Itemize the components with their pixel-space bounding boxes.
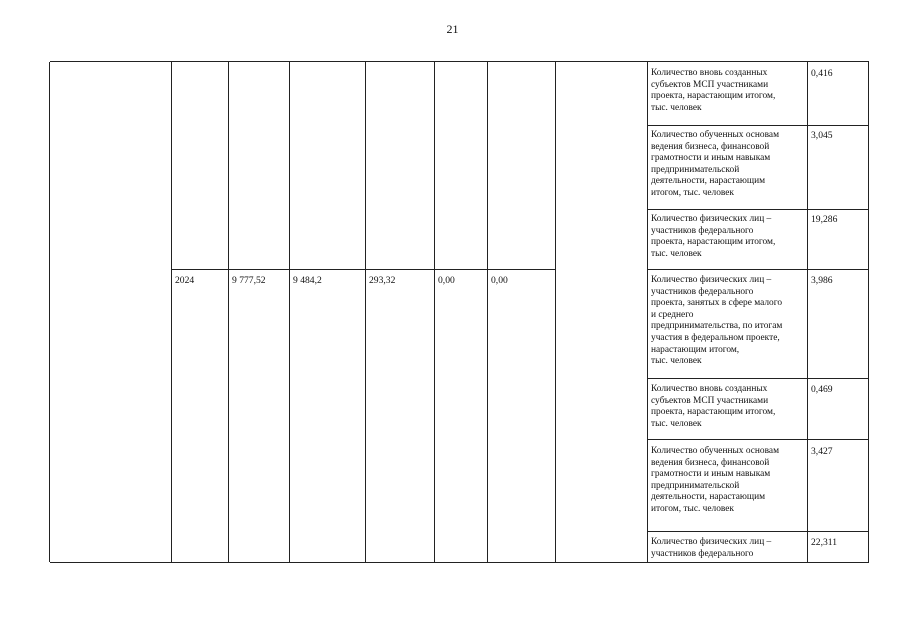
indicator-value: 3,045 [811, 130, 833, 141]
indicator-value: 3,427 [811, 446, 833, 457]
indicator-value: 22,311 [811, 537, 838, 548]
indicator-label: Количество физических лиц – участников федерального проекта, нарастающим итогом, тыс. человек [651, 214, 776, 259]
table-border-right [868, 62, 869, 562]
column-divider [289, 62, 290, 562]
row-divider [647, 269, 869, 270]
amount-cell: 0,00 [438, 275, 455, 286]
year-cell: 2024 [175, 275, 195, 286]
column-divider [434, 62, 435, 562]
row-divider [647, 531, 869, 532]
indicator-label: Количество вновь созданных субъектов МСП участниками проекта, нарастающим итогом, тыс. человек [651, 384, 776, 429]
row-divider [647, 439, 869, 440]
indicator-value: 0,469 [811, 384, 833, 395]
year-row-divider [171, 269, 555, 270]
indicator-label: Количество обученных основам ведения бизнеса, финансовой грамотности и иным навыкам предпринимательской деятельности, нарастающим итогом, тыс. человек [651, 130, 780, 198]
indicator-value: 3,986 [811, 275, 833, 286]
indicator-value: 0,416 [811, 68, 833, 79]
column-divider [487, 62, 488, 562]
indicator-value: 19,286 [811, 214, 838, 225]
total-cell: 9 777,52 [232, 275, 266, 286]
row-divider [647, 209, 869, 210]
column-divider [228, 62, 229, 562]
data-table [50, 61, 869, 563]
row-divider [647, 125, 869, 126]
column-divider [365, 62, 366, 562]
table-border-left [49, 62, 50, 562]
column-divider [555, 62, 556, 562]
row-divider [647, 378, 869, 379]
column-divider [171, 62, 172, 562]
page-number: 21 [446, 22, 459, 36]
column-divider [647, 62, 648, 562]
indicator-label: Количество физических лиц – участников федерального [651, 537, 772, 559]
indicator-label: Количество физических лиц – участников федерального проекта, занятых в сфере малого и среднего предпринимательства, по итогам участия в федеральном проекте, нарастающим итогом, тыс. человек [651, 275, 783, 367]
indicator-label: Количество обученных основам ведения бизнеса, финансовой грамотности и иным навыкам предпринимательской деятельности, нарастающим итогом, тыс. человек [651, 446, 780, 514]
amount-cell: 9 484,2 [293, 275, 322, 286]
amount-cell: 293,32 [369, 275, 396, 286]
amount-cell: 0,00 [491, 275, 508, 286]
indicator-label: Количество вновь созданных субъектов МСП участниками проекта, нарастающим итогом, тыс. человек [651, 68, 776, 113]
column-divider [807, 62, 808, 562]
